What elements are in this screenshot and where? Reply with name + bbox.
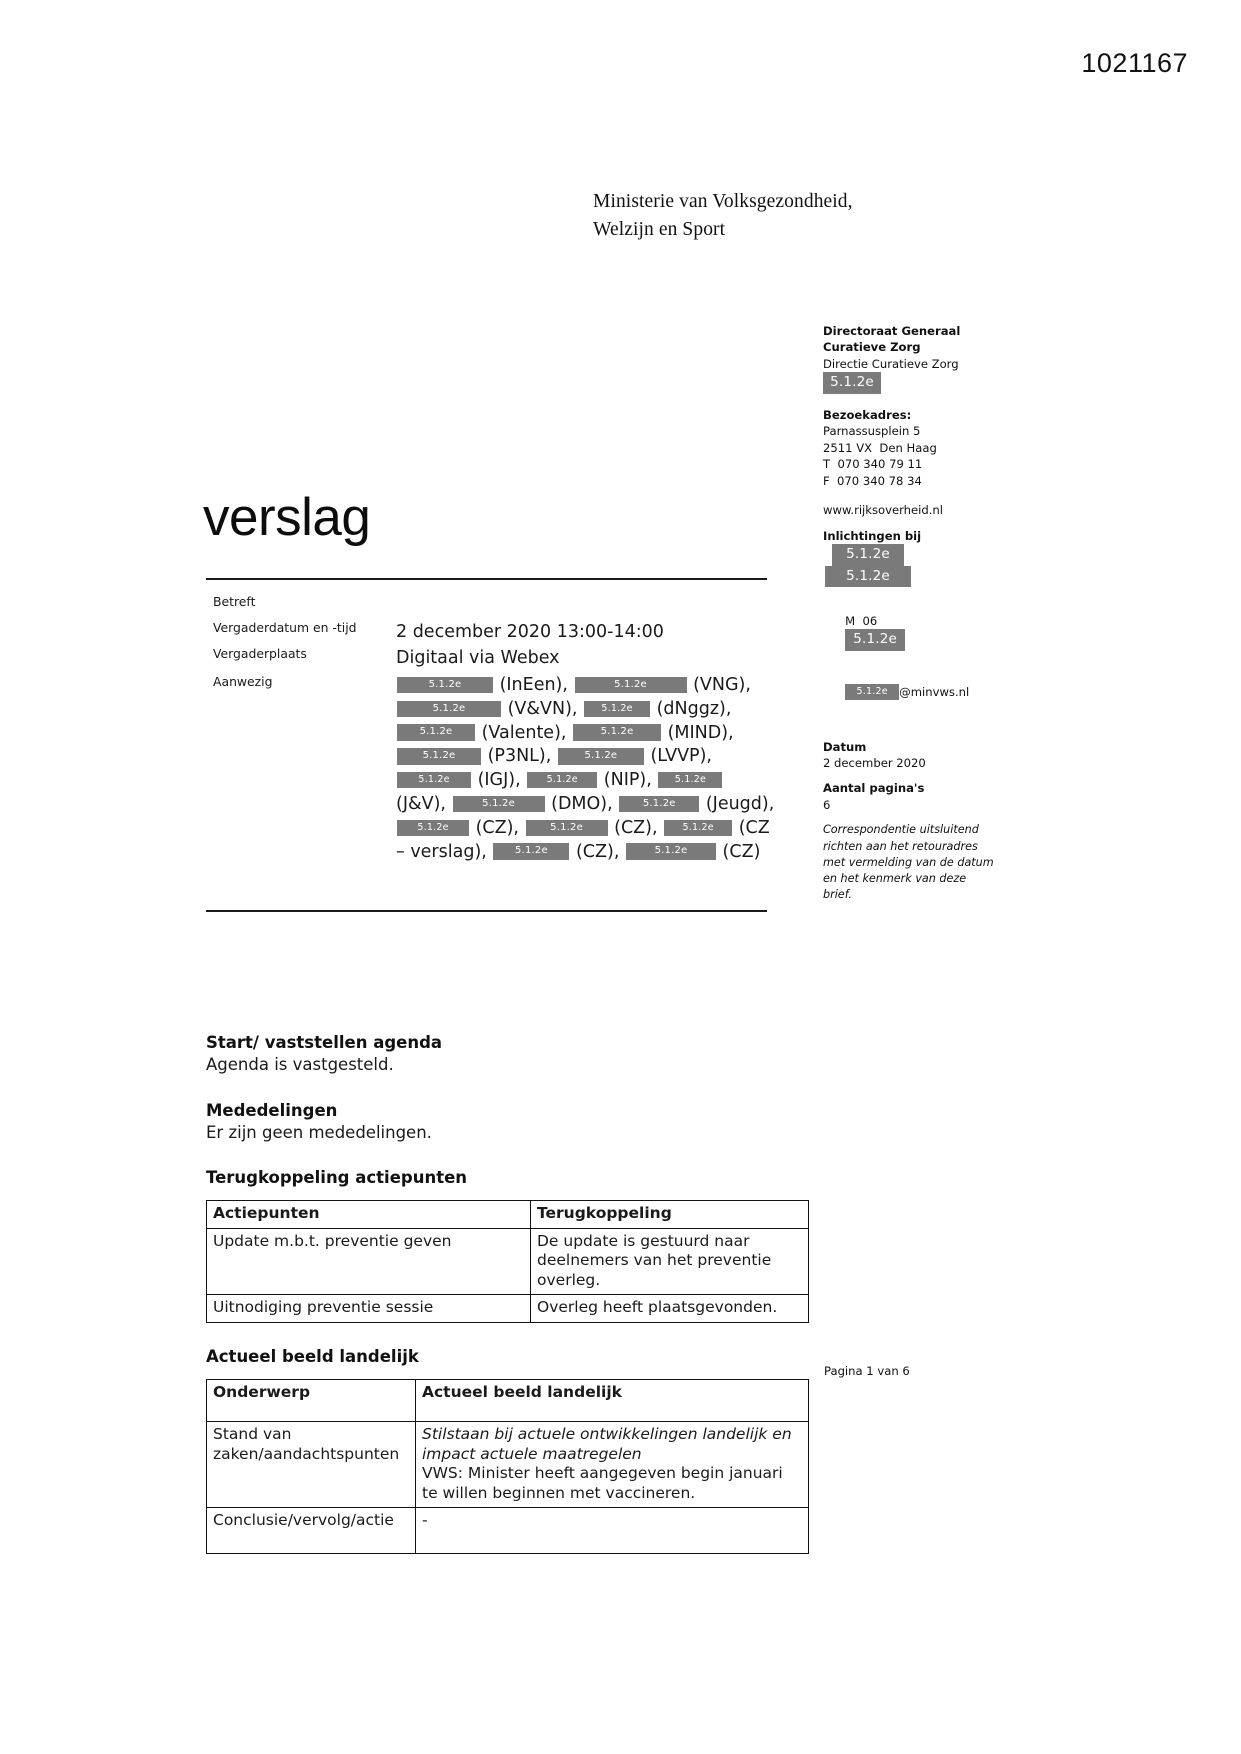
table-cell: Update m.b.t. preventie geven xyxy=(207,1228,531,1295)
spacer xyxy=(206,1323,812,1346)
attendee-organisation: (VNG), xyxy=(687,675,751,695)
attendee-organisation: (Jeugd), xyxy=(700,793,775,814)
spacer xyxy=(206,1144,812,1167)
redaction-block: 5.1.2e xyxy=(397,677,493,694)
email-row xyxy=(823,667,1003,716)
attendee-organisation: (InEen), xyxy=(494,675,574,695)
spacer xyxy=(823,717,1003,730)
document-body xyxy=(206,1032,812,1554)
spacer xyxy=(823,587,1003,596)
feedback-table xyxy=(206,1200,809,1323)
attendee-organisation: (CZ) xyxy=(716,841,761,862)
attendee-organisation: (IGJ), xyxy=(472,770,527,791)
table-cell-text: VWS: Minister heeft aangegeven begin januari te willen beginnen met vaccineren. xyxy=(422,1464,783,1502)
meta-row-betreft xyxy=(213,594,773,620)
column-header: Actueel beeld landelijk xyxy=(416,1380,809,1422)
spacer xyxy=(823,730,1003,739)
address-street: Parnassusplein 5 xyxy=(823,424,921,439)
section-text: Er zijn geen mededelingen. xyxy=(206,1122,432,1142)
pages-label: Aantal pagina's xyxy=(823,781,925,796)
spacer xyxy=(206,1368,812,1379)
divider-bottom xyxy=(206,910,767,912)
date-value: 2 december 2020 xyxy=(823,755,926,770)
contact-redaction-row-2 xyxy=(823,566,1003,588)
redaction-block: 5.1.2e xyxy=(845,684,899,700)
spacer xyxy=(823,813,1003,822)
date-label: Datum xyxy=(823,739,867,754)
attendee-organisation: (CZ), xyxy=(608,817,664,838)
redaction-block: 5.1.2e xyxy=(453,796,545,813)
divider-top xyxy=(206,578,767,580)
table-cell: Overleg heeft plaatsgevonden. xyxy=(531,1295,809,1323)
department-redaction-row xyxy=(823,372,1003,394)
address-city: 2511 VX Den Haag xyxy=(823,440,937,455)
spacer xyxy=(206,1077,812,1100)
table-row xyxy=(207,1228,809,1295)
redaction-block: 5.1.2e xyxy=(397,748,481,765)
page-title: verslag xyxy=(203,488,371,547)
table-heading-national: Actueel beeld landelijk xyxy=(206,1346,419,1366)
correspondence-note-line: met vermelding van de datum xyxy=(823,855,994,869)
correspondence-note-line: Correspondentie uitsluitend xyxy=(823,823,979,837)
redaction-block: 5.1.2e xyxy=(832,544,904,566)
section-heading: Mededelingen xyxy=(206,1100,338,1120)
table-cell-text: - xyxy=(422,1511,428,1530)
table-cell-content xyxy=(416,1422,809,1508)
redaction-block: 5.1.2e xyxy=(619,796,699,813)
table-header-row xyxy=(207,1201,809,1229)
visiting-address-label: Bezoekadres: xyxy=(823,407,912,422)
attendees-label: Aanwezig xyxy=(213,674,273,689)
redaction-block: 5.1.2e xyxy=(584,701,650,717)
redaction-block: 5.1.2e xyxy=(658,772,722,788)
page-footer: Pagina 1 van 6 xyxy=(824,1364,910,1378)
meeting-meta-block xyxy=(213,594,773,864)
redaction-block: 5.1.2e xyxy=(397,820,469,836)
phone-number: T 070 340 79 11 xyxy=(823,457,923,472)
table-cell: De update is gestuurd naar deelnemers van het preventie overleg. xyxy=(531,1228,809,1295)
attendee-organisation: (MIND), xyxy=(662,722,734,743)
spacer xyxy=(823,489,1003,502)
redaction-block: 5.1.2e xyxy=(526,820,608,837)
redaction-block: 5.1.2e xyxy=(573,724,661,741)
ministry-line-2: Welzijn en Sport xyxy=(593,218,726,240)
redaction-block: 5.1.2e xyxy=(823,372,881,394)
attendees-list xyxy=(396,674,776,864)
meeting-date-label: Vergaderdatum en -tijd xyxy=(213,620,357,635)
correspondence-note-line: richten aan het retouradres xyxy=(823,839,978,853)
table-row xyxy=(207,1295,809,1323)
section-heading: Start/ vaststellen agenda xyxy=(206,1033,443,1052)
ministry-wordmark xyxy=(593,188,853,243)
redaction-block: 5.1.2e xyxy=(845,629,905,651)
spacer xyxy=(823,771,1003,780)
correspondence-note xyxy=(823,822,1003,903)
column-header: Terugkoppeling xyxy=(531,1201,809,1229)
website-url[interactable]: www.rijksoverheid.nl xyxy=(823,503,943,518)
meeting-date-value: 2 december 2020 13:00-14:00 xyxy=(396,622,664,642)
table-cell-italic-note: Stilstaan bij actuele ontwikkelingen landelijk en impact actuele maatregelen xyxy=(422,1425,792,1463)
national-picture-table xyxy=(206,1379,809,1554)
attendee-organisation: (NIP), xyxy=(598,770,658,791)
sidebar-contact-block xyxy=(823,323,1003,903)
attendee-organisation: (V&VN), xyxy=(502,698,584,719)
section-text: Agenda is vastgesteld. xyxy=(206,1055,394,1075)
table-cell-subject: Stand van zaken/aandachtspunten xyxy=(207,1422,416,1508)
attendee-organisation: (CZ – verslag), xyxy=(396,817,770,862)
attendee-organisation: (DMO), xyxy=(545,793,619,814)
redaction-block: 5.1.2e xyxy=(626,843,716,860)
spacer xyxy=(823,519,1003,528)
redaction-block: 5.1.2e xyxy=(397,701,501,718)
redaction-block: 5.1.2e xyxy=(397,772,471,788)
document-number: 1021167 xyxy=(1081,48,1188,78)
meta-row-attendees xyxy=(213,674,773,864)
attendee-organisation: (LVVP), xyxy=(644,746,712,767)
mobile-prefix: M 06 xyxy=(845,613,878,628)
redaction-block: 5.1.2e xyxy=(664,820,732,836)
contact-redaction-row-1 xyxy=(823,544,1003,566)
attendee-organisation: (P3NL), xyxy=(482,746,557,767)
table-cell-subject: Conclusie/vervolg/actie xyxy=(207,1508,416,1554)
column-header: Actiepunten xyxy=(207,1201,531,1229)
meta-row-meeting-date xyxy=(213,620,773,646)
table-cell: Uitnodiging preventie sessie xyxy=(207,1295,531,1323)
meeting-place-label: Vergaderplaats xyxy=(213,646,307,661)
fax-number: F 070 340 78 34 xyxy=(823,473,922,488)
pages-value: 6 xyxy=(823,797,831,812)
contact-label: Inlichtingen bij xyxy=(823,528,922,543)
meeting-place-value: Digitaal via Webex xyxy=(396,648,560,668)
mobile-row xyxy=(823,596,1003,667)
attendee-organisation: (dNggz), xyxy=(651,698,732,719)
table-header-row xyxy=(207,1380,809,1422)
attendee-organisation: (J&V), xyxy=(396,793,452,814)
attendee-organisation: (Valente), xyxy=(476,722,573,743)
table-row xyxy=(207,1422,809,1508)
attendee-organisation: (CZ), xyxy=(570,841,625,862)
department-name: Directie Curatieve Zorg xyxy=(823,356,959,371)
spacer xyxy=(823,394,1003,407)
directorate-line-2: Curatieve Zorg xyxy=(823,340,921,355)
redaction-block: 5.1.2e xyxy=(825,566,911,588)
email-domain: @minvws.nl xyxy=(899,684,970,699)
meta-row-meeting-place xyxy=(213,646,773,674)
attendee-organisation: (CZ), xyxy=(470,817,525,838)
betreft-label: Betreft xyxy=(213,594,256,609)
directorate-line-1: Directoraat Generaal xyxy=(823,324,961,338)
spacer xyxy=(206,1189,812,1200)
redaction-block: 5.1.2e xyxy=(527,772,597,788)
redaction-block: 5.1.2e xyxy=(575,677,687,694)
table-heading-feedback: Terugkoppeling actiepunten xyxy=(206,1168,468,1188)
redaction-block: 5.1.2e xyxy=(397,724,475,741)
table-row xyxy=(207,1508,809,1554)
redaction-block: 5.1.2e xyxy=(558,748,644,765)
column-header: Onderwerp xyxy=(207,1380,416,1422)
redaction-block: 5.1.2e xyxy=(493,843,569,860)
table-cell-content xyxy=(416,1508,809,1554)
correspondence-note-line: brief. xyxy=(823,888,852,902)
ministry-line-1: Ministerie van Volksgezondheid, xyxy=(593,191,853,212)
correspondence-note-line: en het kenmerk van deze xyxy=(823,872,967,886)
